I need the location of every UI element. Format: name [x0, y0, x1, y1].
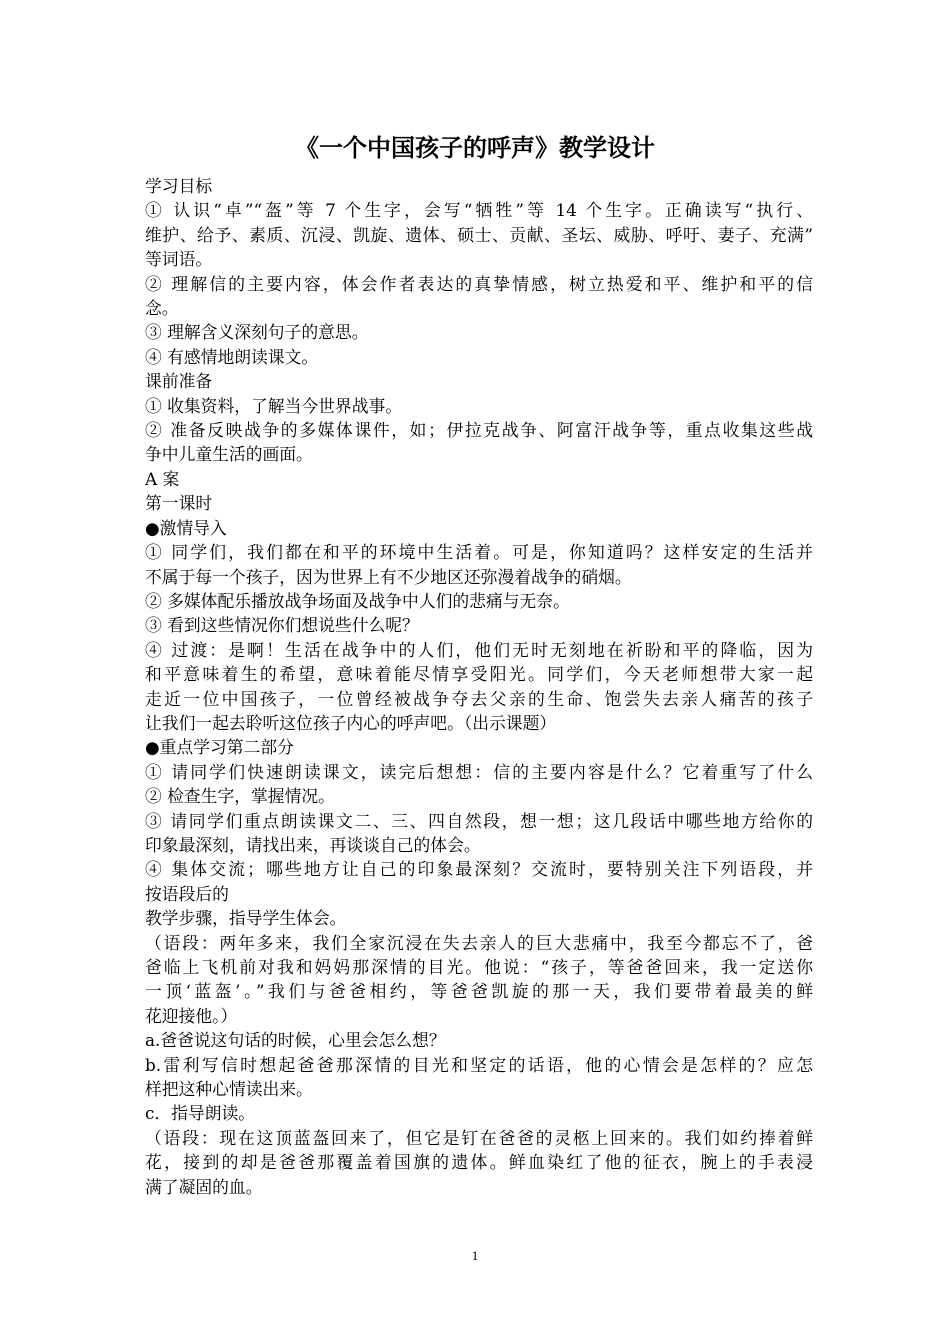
section-heading-preparation: 课前准备 [145, 371, 213, 392]
paragraph-line: ① 收集资料，了解当今世界战事。 [145, 395, 403, 416]
section-heading-goals: 学习目标 [145, 176, 213, 196]
paragraph-line: ④ 集体交流；哪些地方让自己的印象最深刻？交流时，要特别关注下列语段，并 [145, 859, 813, 880]
quote-line: 爸临上飞机前对我和妈妈那深情的目光。他说：“孩子，等爸爸回来，我一定送你 [145, 957, 813, 977]
section-heading-first-lesson: 第一课时 [145, 493, 213, 514]
paragraph-line: 和平意味着生的希望，意味着能尽情享受阳光。同学们，今天老师想带大家一起 [145, 664, 813, 685]
paragraph-line: ③ 看到这些情况你们想说些什么呢？ [145, 615, 419, 636]
paragraph-line: 印象最深刻，请找出来，再谈谈自己的体会。 [145, 834, 481, 855]
paragraph-line: ④ 过渡：是啊！生活在战争中的人们，他们无时无刻地在祈盼和平的降临，因为 [145, 639, 813, 660]
paragraph-line: ③ 请同学们重点朗读课文二、三、四自然段，想一想；这几段话中哪些地方给你的 [145, 810, 813, 831]
paragraph-line: 走近一位中国孩子，一位曾经被战争夺去父亲的生命、饱尝失去亲人痛苦的孩子 [145, 688, 813, 709]
paragraph-line: 按语段后的 [145, 883, 229, 904]
paragraph-line: 教学步骤，指导学生体会。 [145, 908, 347, 929]
paragraph-line: 念。 [145, 298, 179, 319]
question-line: c．指导朗读。 [145, 1103, 256, 1124]
question-line: 样把这种心情读出来。 [145, 1079, 313, 1100]
bullet-heading-intro: ●激情导入 [145, 517, 227, 538]
paragraph-line: 维护、给予、素质、沉浸、凯旋、遗体、硕士、贡献、圣坛、威胁、呼吁、妻子、充满” [145, 224, 813, 245]
paragraph-line: ④ 有感情地朗读课文。 [145, 346, 319, 367]
document-title: 《一个中国孩子的呼声》教学设计 [295, 134, 655, 162]
page-number: 1 [471, 1248, 479, 1263]
paragraph-line: 不属于每一个孩子，因为世界上有不少地区还弥漫着战争的硝烟。 [145, 566, 632, 587]
document-body [145, 174, 813, 1199]
quote-line: （语段：两年多来，我们全家沉浸在失去亲人的巨大悲痛中，我至今都忘不了，爸 [145, 932, 813, 953]
section-heading-plan-a: A 案 [145, 468, 180, 489]
question-line: b.雷利写信时想起爸爸那深情的目光和坚定的话语，他的心情会是怎样的？应怎 [145, 1054, 813, 1075]
paragraph-line: ③ 理解含义深刻句子的意思。 [145, 322, 369, 343]
quote-line: 花，接到的却是爸爸那覆盖着国旗的遗体。鲜血染红了他的征衣，腕上的手表浸 [145, 1152, 813, 1173]
paragraph-line: ② 理解信的主要内容，体会作者表达的真挚情感，树立热爱和平、维护和平的信 [145, 273, 813, 294]
paragraph-line: ① 同学们，我们都在和平的环境中生活着。可是，你知道吗？这样安定的生活并 [145, 542, 813, 563]
quote-line: （语段：现在这顶蓝盔回来了，但它是钉在爸爸的灵柩上回来的。我们如约捧着鲜 [145, 1127, 813, 1148]
paragraph-line: ② 检查生字，掌握情况。 [145, 786, 335, 807]
paragraph-line: ① 请同学们快速朗读课文，读完后想想：信的主要内容是什么？它着重写了什么 [145, 761, 813, 782]
question-line: a.爸爸说这句话的时候，心里会怎么想？ [145, 1030, 446, 1051]
quote-line: 花迎接他。） [145, 1005, 238, 1026]
quote-line: 满了凝固的血。 [145, 1176, 263, 1197]
paragraph-line: ① 认识“卓”“盔”等 7 个生字，会写“牺牲”等 14 个生字。正确读写“执行、 [145, 200, 813, 221]
paragraph-line: 争中儿童生活的画面。 [145, 444, 313, 465]
paragraph-line: ② 准备反映战争的多媒体课件，如；伊拉克战争、阿富汗战争等，重点收集这些战 [145, 420, 813, 441]
bullet-heading-part-two: ●重点学习第二部分 [145, 737, 294, 758]
paragraph-line: 等词语。 [145, 249, 213, 270]
paragraph-line: ② 多媒体配乐播放战争场面及战争中人们的悲痛与无奈。 [145, 590, 570, 611]
quote-line: 一顶‘蓝盔’。”我们与爸爸相约，等爸爸凯旋的那一天，我们要带着最美的鲜 [145, 981, 813, 1002]
paragraph-line: 让我们一起去聆听这位孩子内心的呼声吧。（出示课题） [145, 712, 557, 733]
